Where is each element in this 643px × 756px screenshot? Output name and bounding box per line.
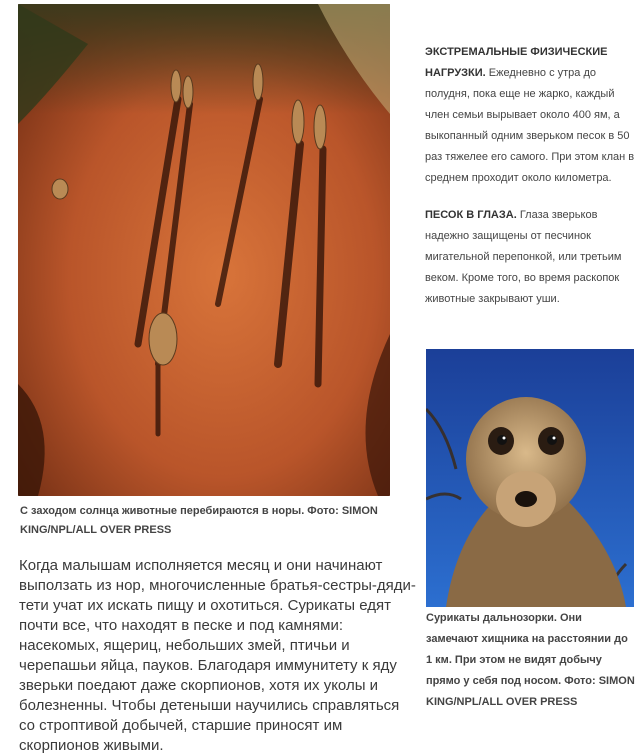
sidebar-note-physical bbox=[425, 42, 635, 189]
meerkat-portrait-photo bbox=[426, 349, 634, 607]
main-photo-caption: С заходом солнца животные перебираются в норы. Фото: SIMON KING/NPL/ALL OVER PRESS bbox=[20, 505, 378, 536]
article-body-paragraph: Когда малышам исполняется месяц и они начинают выползать из нор, многочисленные братья-сестры-дяди-тети учат их искать пищу и охотиться. Сурикаты едят почти все, что находят в песке и под камнями: насекомых, ящериц, небольших змей, птичьи и черепашьи яйца, пауков. Благодаря иммунитету к яду зверьки поедают даже скорпионов, хотя их уколы и болезненны. Чтобы детеныши научились справляться со строптивой добычей, старшие приносят им скорпионов живыми. bbox=[19, 557, 416, 754]
sidebar-note-physical-text: Ежедневно с утра до полудня, пока еще не жарко, каждый член семьи вырывает около 400 ям, а выкопанный одним зверьком песок в 50 раз тяжелее его самого. При этом клан в среднем проходит около километра. bbox=[425, 67, 635, 184]
sidebar-note-physical-lead: ЭКСТРЕМАЛЬНЫЕ ФИЗИЧЕСКИЕ НАГРУЗКИ. bbox=[425, 46, 608, 79]
side-photo-caption: Сурикаты дальнозорки. Они замечают хищника на расстоянии до 1 км. При этом не видят добычу прямо у себя под носом. Фото: SIMON KING/NPL/ALL OVER PRESS bbox=[426, 612, 635, 708]
sidebar-notes bbox=[425, 42, 635, 326]
sidebar-note-sand-lead: ПЕСОК В ГЛАЗА. bbox=[425, 209, 517, 221]
meerkats-sunset-photo bbox=[18, 4, 390, 496]
sidebar-note-sand bbox=[425, 205, 635, 310]
sidebar-note-sand-text: Глаза зверьков надежно защищены от песчинок мигательной перепонкой, или третьим веком. Кроме того, во время раскопок животные закрывают уши. bbox=[425, 209, 622, 305]
